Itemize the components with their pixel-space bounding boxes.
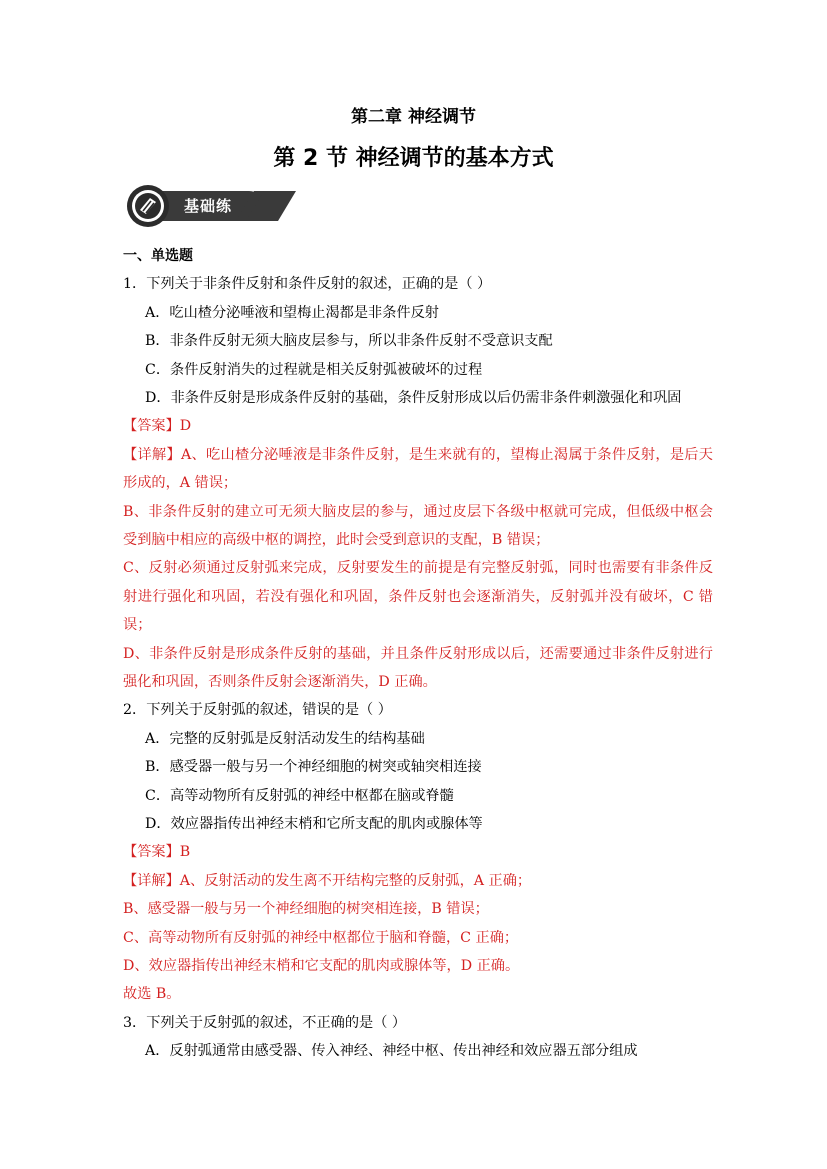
option-a: A．完整的反射弧是反射活动发生的结构基础 (145, 730, 425, 747)
explanation-first (123, 441, 713, 498)
explanation-first (123, 867, 713, 895)
option-d: D．非条件反射是形成条件反射的基础，条件反射形成以后仍需非条件刺激强化和巩固 (145, 389, 682, 406)
part-heading: 一、单选题 (123, 248, 193, 264)
explanation-d: D、效应器指传出神经末梢和它支配的肌肉或腺体等，D 正确。 (123, 957, 520, 974)
option-b: B．非条件反射无须大脑皮层参与，所以非条件反射不受意识支配 (145, 333, 553, 350)
explanation-conclusion: 故选 B。 (123, 986, 181, 1003)
option-c: C．条件反射消失的过程就是相关反射弧被破坏的过程 (145, 361, 483, 378)
answer-line (123, 838, 713, 866)
answer-label: 【答案】 (123, 418, 180, 435)
explanation-c: C、高等动物所有反射弧的神经中枢都位于脑和脊髓，C 正确； (123, 929, 519, 946)
option-a: A．反射弧通常由感受器、传入神经、神经中枢、传出神经和效应器五部分组成 (145, 1043, 638, 1060)
explanation-b: B、非条件反射的建立可无须大脑皮层的参与，通过皮层下各级中枢就可完成，但低级中枢会受到脑中相应的高级中枢的调控，此时会受到意识的支配，B 错误； (123, 503, 713, 548)
banner-label: 基础练 (184, 197, 233, 215)
question-1 (123, 270, 713, 696)
answer-label: 【答案】 (123, 844, 180, 861)
answer-value: D (179, 418, 192, 435)
option-a: A．吃山楂分泌唾液和望梅止渴都是非条件反射 (145, 304, 439, 321)
option-d: D．效应器指传出神经末梢和它所支配的肌肉或腺体等 (145, 815, 483, 832)
chapter-title: 第二章 神经调节 (351, 107, 476, 127)
explanation-c: C、反射必须通过反射弧来完成，反射要发生的前提是有完整反射弧，同时也需要有非条件反射进行强化和巩固，若没有强化和巩固，条件反射也会逐渐消失，反射弧并没有破坏，C 错误； (123, 560, 713, 634)
explain-text: A、反射活动的发生离不开结构完整的反射弧，A 正确； (179, 872, 532, 889)
question-3 (123, 1009, 713, 1066)
explain-text: A、吃山楂分泌唾液是非条件反射，是生来就有的，望梅止渴属于条件反射，是后天形成的，A 错误； (123, 446, 713, 492)
question-stem: 3．下列关于反射弧的叙述，不正确的是（ ） (123, 1014, 407, 1031)
section-title: 第 2 节 神经调节的基本方式 (273, 146, 554, 171)
explanation-d: D、非条件反射是形成条件反射的基础，并且条件反射形成以后，还需要通过非条件反射进行强化和巩固，否则条件反射会逐渐消失，D 正确。 (123, 645, 713, 690)
question-2 (123, 696, 713, 1008)
explanation-b: B、感受器一般与另一个神经细胞的树突相连接，B 错误； (123, 901, 489, 918)
question-stem: 2．下列关于反射弧的叙述，错误的是（ ） (123, 702, 392, 719)
explain-label: 【详解】 (123, 872, 180, 889)
option-c: C．高等动物所有反射弧的神经中枢都在脑或脊髓 (145, 787, 454, 804)
question-content (123, 242, 713, 1065)
option-b: B．感受器一般与另一个神经细胞的树突或轴突相连接 (145, 759, 482, 776)
explain-label: 【详解】 (123, 446, 181, 463)
answer-value: B (179, 844, 191, 861)
answer-line (123, 412, 713, 440)
question-stem: 1．下列关于非条件反射和条件反射的叙述，正确的是（ ） (123, 276, 492, 293)
section-banner (126, 184, 298, 228)
